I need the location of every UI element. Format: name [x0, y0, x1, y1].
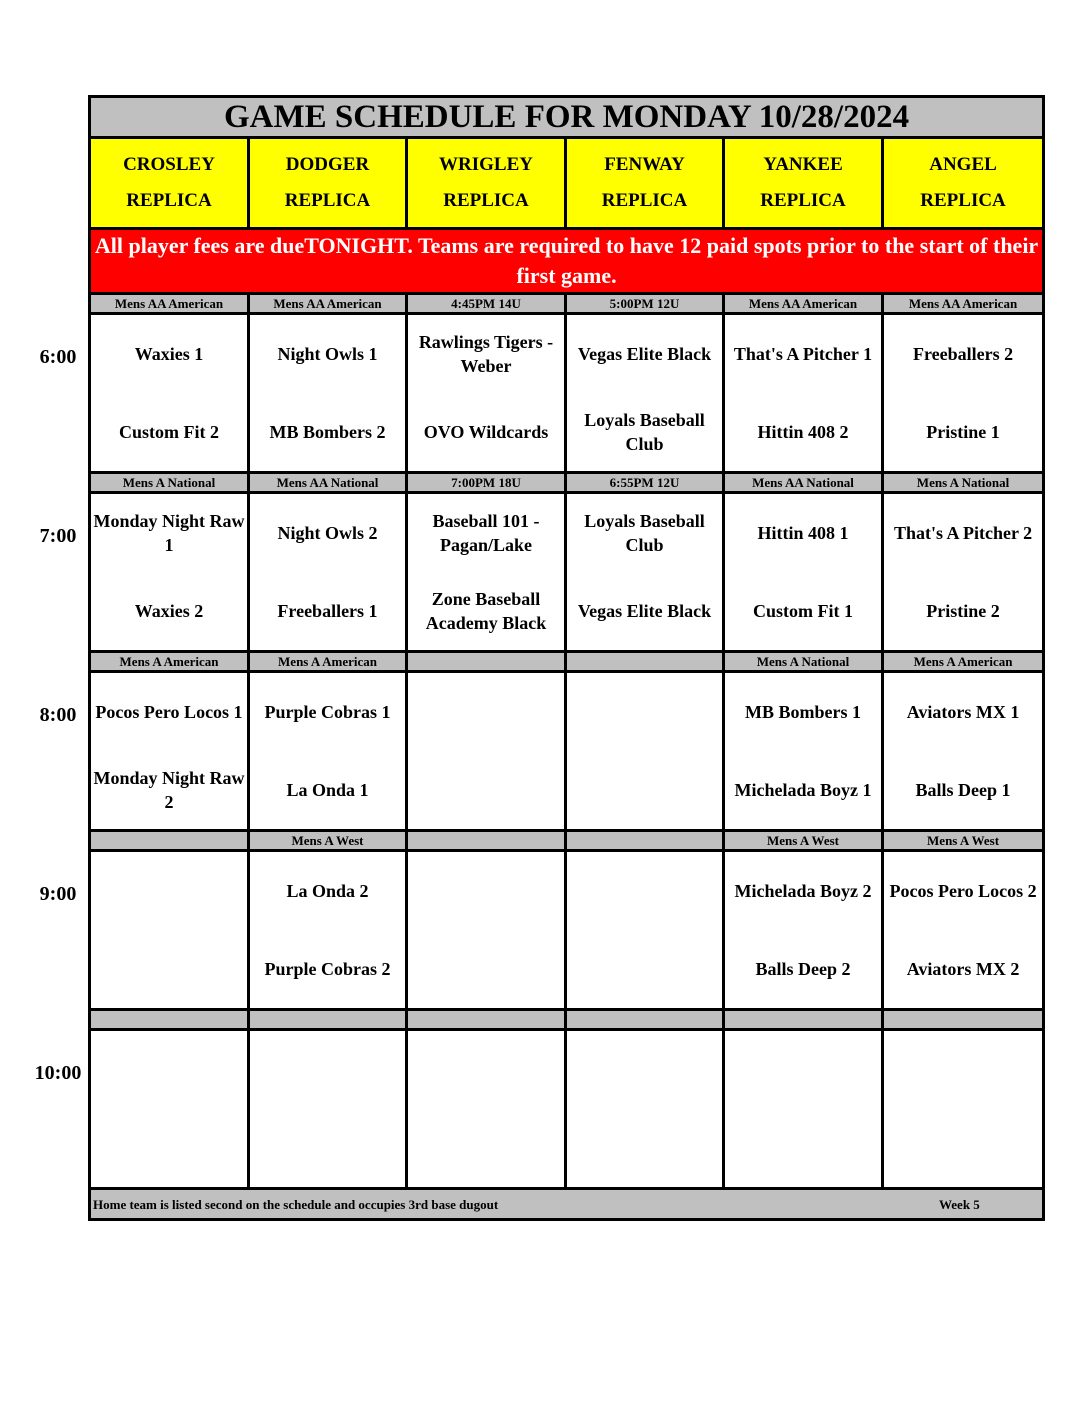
- division-row: [90, 652, 1044, 672]
- field-header-0: [90, 138, 249, 229]
- field-sub: REPLICA: [284, 190, 371, 211]
- away-team: That's A Pitcher 2: [893, 523, 1033, 543]
- field-header-3: [566, 138, 724, 229]
- away-team: Vegas Elite Black: [577, 344, 712, 364]
- division-label: [724, 1010, 883, 1030]
- away-team: Aviators MX 1: [906, 702, 1020, 722]
- game-cell: [724, 314, 883, 473]
- away-team: Freeballers 2: [912, 344, 1014, 364]
- game-row: [90, 314, 1044, 473]
- field-name: CROSLEY: [123, 154, 215, 175]
- division-row: [90, 831, 1044, 851]
- game-cell: [407, 314, 566, 473]
- away-team: Rawlings Tigers - Weber: [418, 332, 554, 376]
- division-label: [883, 1010, 1044, 1030]
- division-label: 5:00PM 12U: [566, 294, 724, 314]
- division-label: Mens A West: [249, 831, 407, 851]
- division-label: Mens AA American: [249, 294, 407, 314]
- home-team: Michelada Boyz 1: [734, 780, 872, 800]
- away-team: [884, 1031, 1042, 1109]
- field-sub: REPLICA: [601, 190, 688, 211]
- game-cell: [249, 851, 407, 1010]
- field-header-2: [407, 138, 566, 229]
- division-label: Mens A West: [724, 831, 883, 851]
- week-label: Week 5: [939, 1197, 980, 1212]
- home-team: [408, 751, 564, 829]
- division-label: Mens AA American: [724, 294, 883, 314]
- title-row: [90, 97, 1044, 138]
- division-label: [90, 1010, 249, 1030]
- division-label: Mens AA National: [249, 473, 407, 493]
- game-cell: [724, 1030, 883, 1189]
- home-team: Hittin 408 2: [757, 422, 849, 442]
- game-cell: [249, 1030, 407, 1189]
- away-team: [567, 673, 722, 751]
- division-label: [90, 831, 249, 851]
- division-label: Mens AA National: [724, 473, 883, 493]
- division-label: Mens A American: [90, 652, 249, 672]
- game-cell: [407, 672, 566, 831]
- away-team: [408, 852, 564, 930]
- home-team: [725, 1109, 881, 1187]
- away-team: [408, 673, 564, 751]
- home-team: Aviators MX 2: [906, 959, 1020, 979]
- game-cell: [90, 314, 249, 473]
- schedule-table: [88, 95, 1045, 1221]
- away-team: [91, 1031, 247, 1109]
- field-sub: REPLICA: [126, 190, 212, 211]
- home-team: Custom Fit 1: [753, 601, 853, 621]
- field-header-1: [249, 138, 407, 229]
- fee-notice: All player fees are dueTONIGHT. Teams are required to have 12 paid spots prior to the start of their first game.: [90, 229, 1044, 294]
- away-team: [91, 852, 247, 930]
- away-team: MB Bombers 1: [745, 702, 861, 722]
- home-team: [408, 1109, 564, 1187]
- home-team: OVO Wildcards: [423, 422, 549, 442]
- home-team: [884, 1109, 1042, 1187]
- game-cell: [566, 1030, 724, 1189]
- home-team: [408, 930, 564, 1008]
- game-row: [90, 851, 1044, 1010]
- home-team: [91, 1109, 247, 1187]
- home-team: Balls Deep 1: [915, 780, 1011, 800]
- home-team: [567, 1109, 722, 1187]
- division-label: [407, 831, 566, 851]
- game-cell: [90, 1030, 249, 1189]
- footer-row: [90, 1189, 1044, 1220]
- home-team: Pristine 2: [926, 601, 1000, 621]
- home-team: Zone Baseball Academy Black: [425, 589, 547, 633]
- away-team: [567, 852, 722, 930]
- away-team: Baseball 101 - Pagan/Lake: [432, 511, 540, 555]
- game-cell: [883, 672, 1044, 831]
- home-team: MB Bombers 2: [269, 422, 386, 442]
- division-label: 4:45PM 14U: [407, 294, 566, 314]
- away-team: Monday Night Raw 1: [93, 511, 245, 555]
- division-label: Mens AA American: [883, 294, 1044, 314]
- game-cell: [566, 493, 724, 652]
- away-team: [567, 1031, 722, 1109]
- field-name: WRIGLEY: [439, 154, 533, 175]
- game-cell: [90, 493, 249, 652]
- away-team: Night Owls 2: [277, 523, 378, 543]
- away-team: [250, 1031, 405, 1109]
- home-team: Custom Fit 2: [119, 422, 219, 442]
- game-cell: [883, 851, 1044, 1010]
- game-cell: [249, 314, 407, 473]
- division-label: Mens A American: [883, 652, 1044, 672]
- footer-note: Home team is listed second on the schedule and occupies 3rd base dugout: [93, 1197, 499, 1212]
- page-title: GAME SCHEDULE FOR MONDAY 10/28/2024: [90, 97, 1044, 138]
- field-header-row: [90, 138, 1044, 229]
- home-team: Balls Deep 2: [755, 959, 851, 979]
- field-sub: REPLICA: [920, 190, 1006, 211]
- home-team: [567, 751, 722, 829]
- game-cell: [249, 493, 407, 652]
- division-row: [90, 473, 1044, 493]
- away-team: La Onda 2: [286, 881, 369, 901]
- game-cell: [883, 1030, 1044, 1189]
- away-team: Loyals Baseball Club: [584, 511, 705, 555]
- game-row: [90, 1030, 1044, 1189]
- division-label: Mens A American: [249, 652, 407, 672]
- home-team: Monday Night Raw 2: [93, 768, 245, 812]
- game-row: [90, 672, 1044, 831]
- division-label: [566, 831, 724, 851]
- game-cell: [90, 672, 249, 831]
- away-team: Night Owls 1: [277, 344, 378, 364]
- home-team: Waxies 2: [134, 601, 204, 621]
- division-label: [249, 1010, 407, 1030]
- away-team: Hittin 408 1: [757, 523, 849, 543]
- division-label: [566, 1010, 724, 1030]
- division-label: 7:00PM 18U: [407, 473, 566, 493]
- field-header-5: [883, 138, 1044, 229]
- away-team: Pocos Pero Locos 1: [95, 702, 243, 722]
- field-name: YANKEE: [763, 154, 843, 175]
- away-team: [408, 1031, 564, 1109]
- field-name: ANGEL: [929, 154, 997, 175]
- division-row: [90, 294, 1044, 314]
- away-team: Waxies 1: [134, 344, 204, 364]
- field-name: FENWAY: [604, 154, 685, 175]
- home-team: [250, 1109, 405, 1187]
- game-cell: [724, 493, 883, 652]
- division-label: Mens A National: [883, 473, 1044, 493]
- field-sub: REPLICA: [443, 190, 529, 211]
- game-cell: [407, 851, 566, 1010]
- game-cell: [249, 672, 407, 831]
- division-label: Mens A National: [90, 473, 249, 493]
- division-label: [407, 1010, 566, 1030]
- footer-cell: [90, 1189, 1044, 1220]
- game-cell: [883, 493, 1044, 652]
- game-cell: [407, 493, 566, 652]
- time-label: 6:00: [39, 345, 77, 368]
- division-row: [90, 1010, 1044, 1030]
- away-team: Purple Cobras 1: [264, 702, 391, 722]
- division-label: Mens A West: [883, 831, 1044, 851]
- division-label: Mens A National: [724, 652, 883, 672]
- home-team: Purple Cobras 2: [264, 959, 391, 979]
- field-sub: REPLICA: [760, 190, 846, 211]
- away-team: That's A Pitcher 1: [733, 344, 873, 364]
- home-team: [91, 930, 247, 1008]
- away-team: Michelada Boyz 2: [734, 881, 872, 901]
- notice-row: [90, 229, 1044, 294]
- home-team: Vegas Elite Black: [577, 601, 712, 621]
- game-cell: [724, 851, 883, 1010]
- home-team: Pristine 1: [926, 422, 1000, 442]
- time-label: 10:00: [34, 1061, 82, 1084]
- game-cell: [566, 672, 724, 831]
- game-cell: [566, 314, 724, 473]
- division-label: [566, 652, 724, 672]
- home-team: Loyals Baseball Club: [584, 410, 705, 454]
- division-label: Mens AA American: [90, 294, 249, 314]
- game-cell: [883, 314, 1044, 473]
- time-label: 9:00: [39, 882, 77, 905]
- time-label: 8:00: [39, 703, 77, 726]
- away-team: [725, 1031, 881, 1109]
- game-cell: [90, 851, 249, 1010]
- division-label: [407, 652, 566, 672]
- field-header-4: [724, 138, 883, 229]
- game-row: [90, 493, 1044, 652]
- home-team: [567, 930, 722, 1008]
- division-label: 6:55PM 12U: [566, 473, 724, 493]
- away-team: Pocos Pero Locos 2: [889, 881, 1037, 901]
- time-label: 7:00: [39, 524, 77, 547]
- game-cell: [724, 672, 883, 831]
- field-name: DODGER: [285, 154, 370, 175]
- game-cell: [566, 851, 724, 1010]
- home-team: La Onda 1: [286, 780, 369, 800]
- game-cell: [407, 1030, 566, 1189]
- home-team: Freeballers 1: [277, 601, 378, 621]
